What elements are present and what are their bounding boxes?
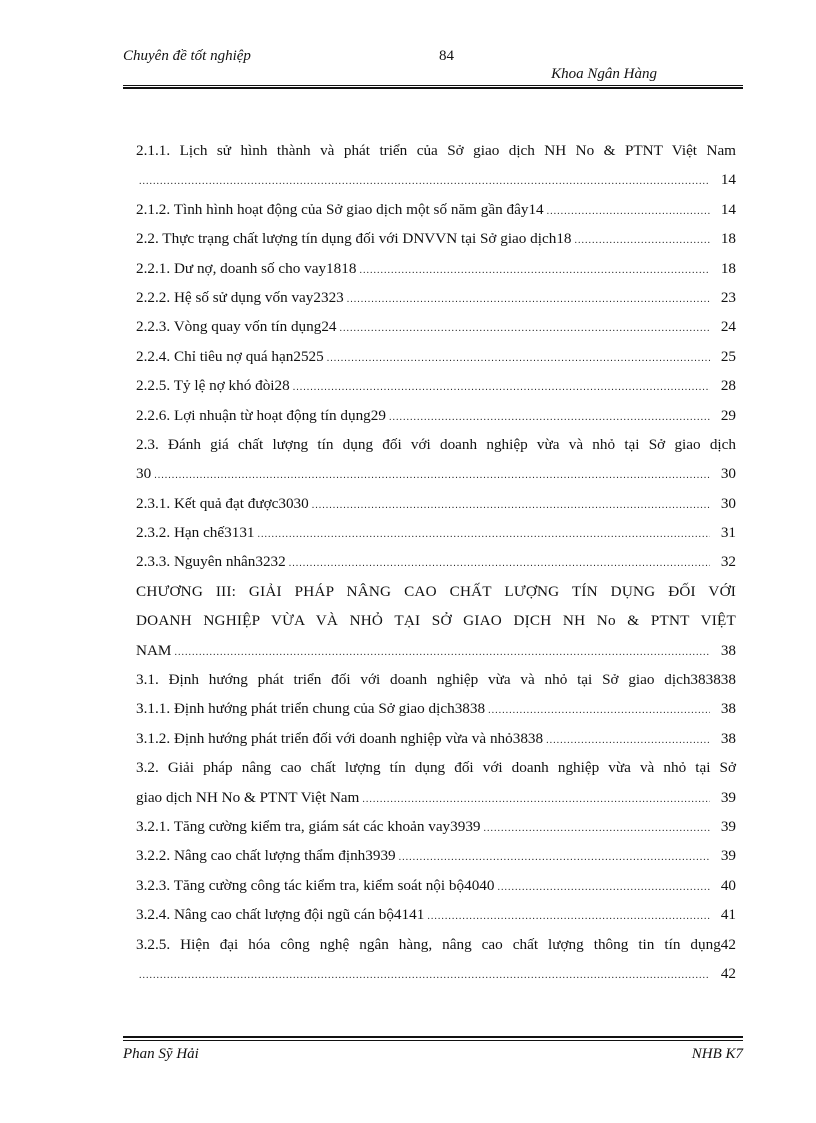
toc-entry-page: 42 xyxy=(720,964,736,982)
toc-entry xyxy=(136,700,736,729)
toc-dot-leader xyxy=(258,529,710,540)
toc-entry xyxy=(136,524,736,553)
table-of-contents xyxy=(136,142,736,994)
toc-entry-page: 38 xyxy=(720,729,736,747)
toc-entry xyxy=(136,818,736,847)
toc-entry-page: 39 xyxy=(720,788,736,806)
toc-entry-page: 40 xyxy=(720,876,736,894)
toc-entry-title: 2.1.1. Lịch sử hình thành và phát triển của Sở giao dịch NH No & PTNT Việt Nam xyxy=(136,142,736,159)
toc-entry xyxy=(136,847,736,876)
toc-entry xyxy=(136,436,736,465)
toc-entry-title: 3.2.1. Tăng cường kiểm tra, giám sát các khoản vay3939 xyxy=(136,817,481,835)
toc-entry-page: 18 xyxy=(720,259,736,277)
toc-entry-title: 3.1.1. Định hướng phát triển chung của Sở giao dịch3838 xyxy=(136,700,486,718)
toc-entry xyxy=(136,906,736,935)
toc-entry-title: 2.2.3. Vòng quay vốn tín dụng24 xyxy=(136,318,337,336)
toc-dot-leader xyxy=(359,265,710,276)
toc-entry-title: 2.2. Thực trạng chất lượng tín dụng đối với DNVVN tại Sở giao dịch18 xyxy=(136,230,572,248)
toc-entry-title: giao dịch NH No & PTNT Việt Nam xyxy=(136,788,360,806)
toc-dot-leader xyxy=(289,558,710,569)
toc-entry xyxy=(136,377,736,406)
toc-entry-page: 38 xyxy=(720,700,736,718)
toc-entry xyxy=(136,553,736,582)
toc-entry-title: 2.2.6. Lợi nhuận từ hoạt động tín dụng29 xyxy=(136,406,386,424)
toc-entry-page: 14 xyxy=(720,171,736,189)
toc-entry xyxy=(136,260,736,289)
toc-entry xyxy=(136,407,736,436)
toc-entry xyxy=(136,348,736,377)
toc-entry xyxy=(136,171,736,200)
toc-entry xyxy=(136,289,736,318)
toc-entry-page: 29 xyxy=(720,406,736,424)
toc-dot-leader xyxy=(174,647,710,658)
toc-entry-title: 3.2.4. Nâng cao chất lượng đội ngũ cán bộ4141 xyxy=(136,906,425,924)
toc-dot-leader xyxy=(139,176,710,187)
toc-entry-title: 2.2.5. Tỷ lệ nợ khó đòi28 xyxy=(136,377,290,395)
toc-entry-title: 3.1. Định hướng phát triển đối với doanh nghiệp vừa và nhỏ tại Sở giao dịch383838 xyxy=(136,671,736,689)
toc-dot-leader xyxy=(575,235,710,246)
toc-entry xyxy=(136,730,736,759)
toc-dot-leader xyxy=(547,206,710,217)
toc-dot-leader xyxy=(347,294,710,305)
toc-entry-page: 39 xyxy=(720,817,736,835)
page-header xyxy=(123,44,743,92)
toc-entry-page: 31 xyxy=(720,524,736,542)
toc-entry-page: 23 xyxy=(720,288,736,306)
toc-entry-title: 2.3.2. Hạn chế3131 xyxy=(136,524,255,542)
toc-dot-leader xyxy=(389,412,710,423)
toc-entry-title: 3.2.2. Nâng cao chất lượng thẩm định3939 xyxy=(136,847,396,865)
header-page-number: 84 xyxy=(439,48,454,64)
toc-entry xyxy=(136,142,736,171)
toc-entry xyxy=(136,201,736,230)
toc-dot-leader xyxy=(427,911,710,922)
toc-entry xyxy=(136,230,736,259)
toc-entry-title: 3.2.3. Tăng cường công tác kiểm tra, kiểm soát nội bộ4040 xyxy=(136,876,495,894)
toc-entry-page: 18 xyxy=(720,230,736,248)
toc-dot-leader xyxy=(497,882,710,893)
toc-entry-page: 39 xyxy=(720,847,736,865)
toc-entry-title: 3.1.2. Định hướng phát triển đối với doanh nghiệp vừa và nhỏ3838 xyxy=(136,729,544,747)
toc-dot-leader xyxy=(546,735,710,746)
toc-entry-page: 38 xyxy=(720,641,736,659)
toc-entry-title: 2.2.1. Dư nợ, doanh số cho vay1818 xyxy=(136,259,357,277)
toc-entry-page: 32 xyxy=(720,553,736,571)
toc-entry-title: 3.2. Giải pháp nâng cao chất lượng tín dụng đối với doanh nghiệp vừa và nhỏ tại Sở xyxy=(136,759,736,777)
footer-author: Phan Sỹ Hải xyxy=(123,1046,199,1062)
toc-dot-leader xyxy=(362,794,710,805)
toc-entry-title: 30 xyxy=(136,465,152,483)
toc-entry xyxy=(136,318,736,347)
footer-class-code: NHB K7 xyxy=(691,1046,743,1062)
toc-entry-title: 2.3.1. Kết quả đạt được3030 xyxy=(136,494,309,512)
toc-entry-title: 2.2.2. Hệ số sử dụng vốn vay2323 xyxy=(136,288,344,306)
toc-dot-leader xyxy=(484,823,710,834)
toc-entry-page: 28 xyxy=(720,377,736,395)
toc-entry xyxy=(136,612,736,641)
toc-entry-title: DOANH NGHIỆP VỪA VÀ NHỎ TẠI SỞ GIAO DỊCH NH No & PTNT VIỆT xyxy=(136,612,736,630)
page-footer xyxy=(123,1036,743,1076)
toc-entry-title: 2.1.2. Tình hình hoạt động của Sở giao dịch một số năm gần đây14 xyxy=(136,200,544,218)
toc-entry-page: 30 xyxy=(720,465,736,483)
toc-entry xyxy=(136,877,736,906)
toc-dot-leader xyxy=(340,323,710,334)
footer-rule-thick xyxy=(123,1036,743,1038)
toc-entry xyxy=(136,936,736,965)
toc-entry xyxy=(136,965,736,994)
footer-rule-thin xyxy=(123,1040,743,1041)
toc-entry-title: 3.2.5. Hiện đại hóa công nghệ ngân hàng, nâng cao chất lượng thông tin tín dụng42 xyxy=(136,935,736,953)
toc-entry-title: NAM xyxy=(136,641,172,659)
toc-entry xyxy=(136,465,736,494)
toc-entry-page: 30 xyxy=(720,494,736,512)
toc-entry-title: 2.2.4. Chỉ tiêu nợ quá hạn2525 xyxy=(136,347,324,365)
toc-entry-page: 25 xyxy=(720,347,736,365)
toc-dot-leader xyxy=(139,970,710,981)
toc-dot-leader xyxy=(488,705,710,716)
toc-entry-page: 41 xyxy=(720,906,736,924)
toc-entry xyxy=(136,759,736,788)
toc-entry-title: 2.3. Đánh giá chất lượng tín dụng đối với doanh nghiệp vừa và nhỏ tại Sở giao dịch xyxy=(136,435,736,453)
toc-dot-leader xyxy=(293,382,710,393)
toc-dot-leader xyxy=(154,470,710,481)
header-document-type: Chuyên đề tốt nghiệp xyxy=(123,48,251,64)
toc-dot-leader xyxy=(399,852,710,863)
header-rule-thick xyxy=(123,87,743,89)
toc-entry xyxy=(136,789,736,818)
toc-entry xyxy=(136,583,736,612)
toc-dot-leader xyxy=(312,500,710,511)
header-department: Khoa Ngân Hàng xyxy=(551,66,657,82)
toc-dot-leader xyxy=(327,353,710,364)
toc-entry xyxy=(136,671,736,700)
toc-entry xyxy=(136,495,736,524)
toc-entry-page: 24 xyxy=(720,318,736,336)
toc-entry-title: CHƯƠNG III: GIẢI PHÁP NÂNG CAO CHẤT LƯỢNG TÍN DỤNG ĐỐI VỚI xyxy=(136,582,736,600)
toc-entry-page: 14 xyxy=(720,200,736,218)
header-rule-thin xyxy=(123,85,743,86)
toc-entry xyxy=(136,642,736,671)
toc-entry-title: 2.3.3. Nguyên nhân3232 xyxy=(136,553,286,571)
